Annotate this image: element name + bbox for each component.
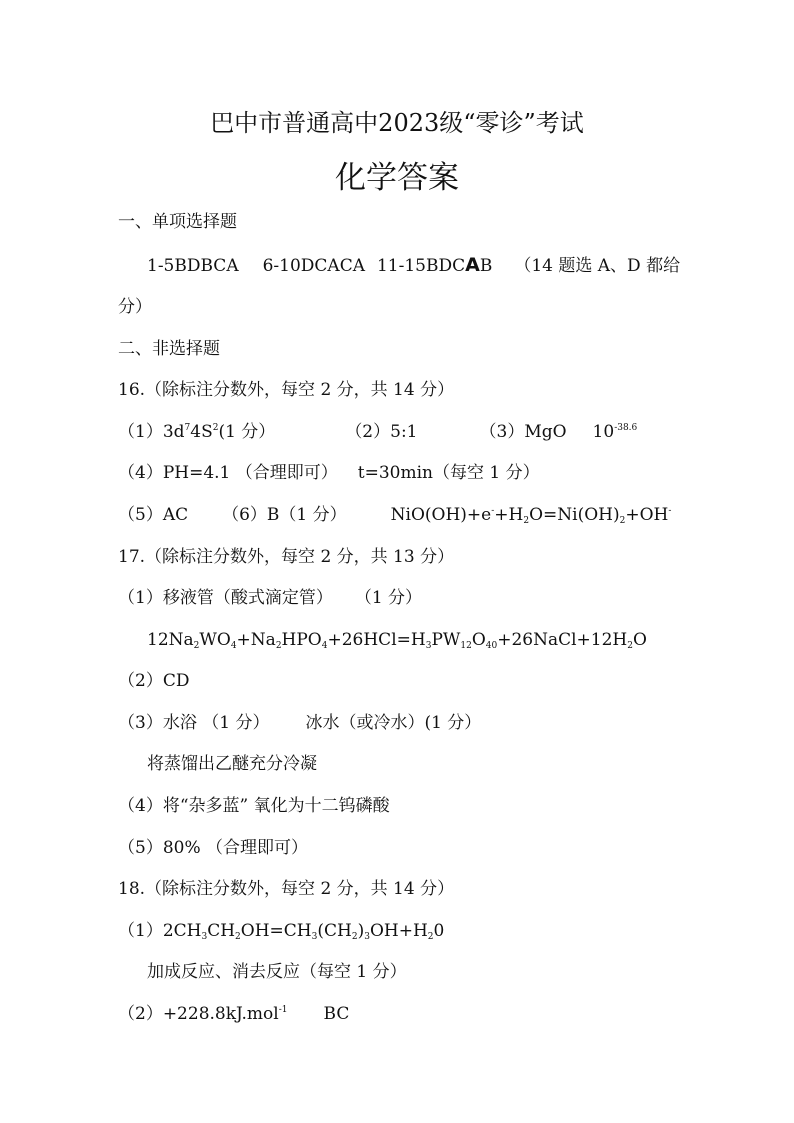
q16-answer-4-time: t=30min（每空 1 分） [357, 463, 540, 483]
answer-title: 化学答案 [335, 160, 459, 196]
q18-heading: 18.（除标注分数外，每空 2 分，共 14 分） [118, 879, 455, 899]
q17-answer-1-score: （1 分） [354, 588, 423, 608]
q18-reaction-types: 加成反应、消去反应（每空 1 分） [147, 962, 407, 982]
q16-answer-3: （3）MgO [479, 422, 567, 442]
q17-answer-1: （1）移液管（酸式滴定管） [118, 588, 333, 608]
q16-line-3 [118, 504, 671, 526]
q16-answer-6: （6）B（1 分） [222, 505, 347, 525]
mc-note-continued: 分） [118, 297, 152, 317]
q17-answer-3b: 冰水（或冷水）(1 分） [305, 713, 482, 733]
section-1-heading: 一、单项选择题 [118, 212, 237, 232]
mc-answers-1-5: 1-5BDBCA [147, 256, 239, 276]
q16-answer-1: $(1)3d^74S^2(1$ 分） [118, 422, 276, 442]
q16-answer-3-ksp: $10^{-38.6}$ [592, 422, 638, 442]
q17-line-3 [118, 712, 481, 734]
q17-answer-2: （2）CD [118, 671, 190, 691]
q18-line-3 [118, 1003, 349, 1025]
q16-line-2 [118, 462, 540, 484]
q16-answer-2: （2）5:1 [345, 422, 418, 442]
q17-equation: $12Na_2WO_4+Na_2HPO_4+26HCl=H_3PW_{12}O_{40}+26NaCl+12H_2O$ [147, 630, 647, 651]
q17-answer-5: （5）80% （合理即可） [118, 838, 309, 858]
mc-answers-6-10: 6-10DCACA [262, 256, 365, 276]
q18-equation: $(1)2CH_3CH_2OH=CH_3(CH_2)_3OH+H_20$ [118, 921, 445, 942]
q16-answer-4: （4）PH=4.1 （合理即可） [118, 463, 338, 483]
q16-answer-5: （5）AC [118, 505, 189, 525]
section-2-heading: 二、非选择题 [118, 339, 220, 359]
q17-heading: 17.（除标注分数外，每空 2 分，共 13 分） [118, 547, 455, 567]
q16-heading: 16.（除标注分数外，每空 2 分，共 14 分） [118, 380, 455, 400]
q18-answer-2: （2）+228.8kJ.mol$^{-1}$ [118, 1004, 288, 1024]
q16-line-1 [118, 421, 637, 443]
q17-answer-4: （4）将“杂多蓝” 氧化为十二钨磷酸 [118, 796, 390, 816]
mc-answers-11-15: 11-15BDCAB [376, 254, 493, 276]
q16-equation: $NiO(OH)+e^-+H_2O=Ni(OH)_2+OH^-$ [390, 505, 672, 526]
exam-title: 巴中市普通高中2023级“零诊”考试 [210, 109, 584, 137]
q18-answer-2b: BC [323, 1004, 350, 1024]
mc-answers-line [147, 254, 680, 277]
q17-answer-3a: （3）水浴 （1 分） [118, 713, 270, 733]
q17-line-1 [118, 587, 422, 609]
q17-answer-3c: 将蒸馏出乙醚充分冷凝 [147, 754, 317, 774]
mc-note: （14 题选 A、D 都给 [514, 256, 681, 276]
